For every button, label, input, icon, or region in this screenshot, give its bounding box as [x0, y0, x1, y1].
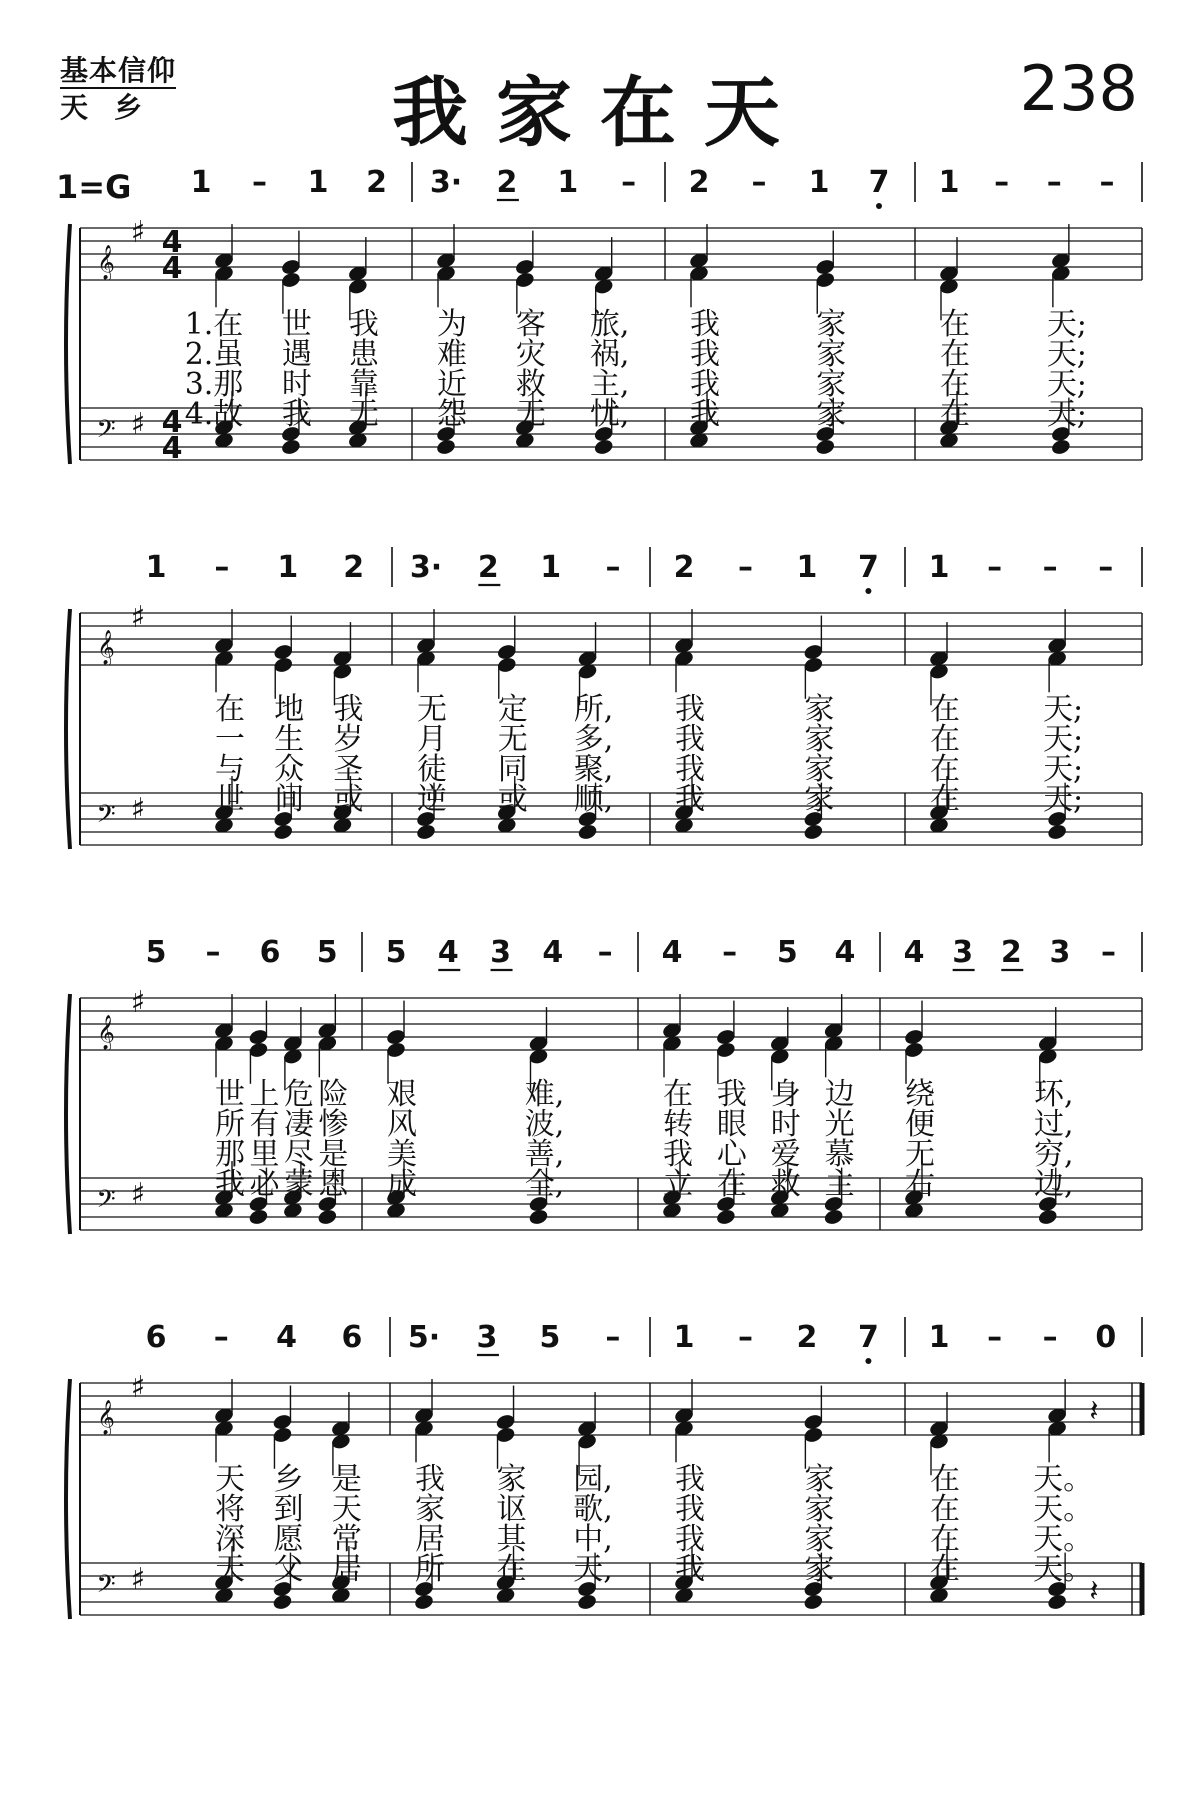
jianpu-note: 3· — [409, 550, 443, 585]
lyric-syllable: 祸, — [589, 337, 630, 372]
lyric-syllable: 那 — [215, 1137, 245, 1172]
lyric-syllable: 在 — [930, 692, 960, 727]
lyric-syllable: 所 — [415, 1552, 445, 1587]
lyric-syllable: 或 — [497, 782, 528, 817]
jianpu-dash: – — [751, 165, 767, 200]
lyric-syllable: 徒 — [417, 752, 447, 787]
lyric-syllable: 聚, — [573, 752, 614, 787]
jianpu-dash: – — [213, 1320, 229, 1355]
lyric-syllable: 家 — [816, 397, 847, 432]
lyric-syllable: 天 — [331, 1492, 362, 1527]
jianpu-dash: – — [1042, 550, 1058, 585]
jianpu-dash: – — [737, 1320, 753, 1355]
lyric-syllable: 世 — [281, 307, 312, 342]
bass-clef: 𝄢 — [96, 415, 116, 450]
lyric-syllable: 我 — [675, 1492, 705, 1527]
jianpu-dash: – — [252, 165, 268, 200]
lyric-syllable: 我 — [675, 1522, 705, 1557]
bass-note-head — [1046, 823, 1067, 841]
lyric-syllable: 善, — [524, 1137, 565, 1172]
lyric-syllable: 家 — [804, 782, 835, 817]
bass-note-head — [413, 1593, 434, 1611]
lyric-syllable: 我 — [675, 752, 705, 787]
bass-rest: 𝄽 — [1089, 1574, 1099, 1609]
lyric-syllable: 惨 — [318, 1107, 349, 1142]
jianpu-note: 6 — [259, 935, 281, 970]
lyric-syllable: 危 — [283, 1077, 314, 1112]
jianpu-low-dot — [876, 203, 882, 209]
lyric-syllable: 在 — [930, 1522, 960, 1557]
key-sharp: ♯ — [130, 985, 146, 1020]
subcategory-text: 天乡 — [60, 91, 169, 124]
lyric-syllable: 我 — [675, 1462, 705, 1497]
lyric-syllable: 在 — [930, 1462, 960, 1497]
jianpu-dash: – — [1101, 935, 1117, 970]
lyric-syllable: 身 — [770, 1077, 801, 1112]
lyric-syllable: 无 — [348, 397, 379, 432]
jianpu-note: 1 — [928, 1320, 950, 1355]
jianpu-dash: – — [605, 550, 621, 585]
lyric-syllable: 靠 — [348, 367, 379, 402]
lyric-syllable: 我 — [663, 1137, 693, 1172]
system-bracket — [66, 224, 70, 464]
lyric-syllable: 天; — [1043, 692, 1084, 727]
jianpu-dash: – — [205, 935, 221, 970]
jianpu-dash: – — [994, 165, 1010, 200]
bass-note-head — [1037, 1208, 1058, 1226]
treble-clef: 𝄞 — [97, 630, 115, 665]
jianpu-note: 5 — [539, 1320, 561, 1355]
lyric-syllable: 家 — [415, 1492, 445, 1527]
lyric-syllable: 患 — [348, 337, 379, 372]
lyric-syllable: 天。 — [1033, 1522, 1094, 1557]
lyric-syllable: 园, — [573, 1462, 613, 1497]
lyric-syllable: 在 — [940, 397, 970, 432]
lyric-syllable: 在 — [940, 337, 970, 372]
lyric-syllable: 在 — [930, 722, 960, 757]
lyric-syllable: 无 — [497, 722, 528, 757]
lyric-syllable: 深 — [215, 1522, 245, 1557]
lyric-syllable: 过, — [1033, 1107, 1074, 1142]
bass-note-head — [415, 823, 436, 841]
lyric-syllable: 右 — [905, 1167, 935, 1202]
lyric-syllable: 天; — [1046, 307, 1087, 342]
bass-clef: 𝄢 — [96, 1185, 116, 1220]
lyric-syllable: 间 — [274, 782, 305, 817]
lyric-syllable: 家 — [804, 692, 835, 727]
lyric-syllable: 是 — [331, 1462, 362, 1497]
bass-note-head — [1050, 438, 1071, 456]
bass-note-head — [803, 823, 824, 841]
time-sig-top: 4 — [161, 225, 183, 260]
lyric-syllable: 旅, — [589, 307, 630, 342]
bass-note-head — [577, 823, 598, 841]
lyric-syllable: 无 — [417, 692, 447, 727]
key-sharp: ♯ — [130, 600, 146, 635]
lyric-syllable: 家 — [804, 752, 835, 787]
lyric-syllable: 逆 — [417, 782, 447, 817]
jianpu-note: 2 — [477, 550, 499, 585]
lyric-syllable: 3.那 — [184, 367, 244, 402]
lyric-syllable: 在 — [930, 1552, 960, 1587]
key-sharp: ♯ — [130, 1562, 146, 1597]
lyric-syllable: 我 — [690, 397, 720, 432]
lyric-syllable: 灾 — [515, 337, 546, 372]
jianpu-note: 1 — [540, 550, 562, 585]
lyric-syllable: 家 — [804, 1492, 835, 1527]
jianpu-dash: – — [1042, 1320, 1058, 1355]
key-sharp: ♯ — [130, 1370, 146, 1405]
lyric-syllable: 时 — [770, 1107, 801, 1142]
lyric-syllable: 到 — [273, 1492, 304, 1527]
score-system-2 — [66, 547, 1142, 849]
lyric-syllable: 4.故 — [184, 397, 244, 432]
lyric-syllable: 边, — [1033, 1167, 1074, 1202]
lyric-syllable: 难, — [524, 1077, 565, 1112]
jianpu-note: 4 — [437, 935, 459, 970]
jianpu-note: 1 — [938, 165, 960, 200]
jianpu-note: 1 — [928, 550, 950, 585]
lyric-syllable: 客 — [515, 307, 546, 342]
lyric-syllable: 在 — [930, 752, 960, 787]
jianpu-note: 3 — [952, 935, 974, 970]
lyric-syllable: 立 — [663, 1167, 693, 1202]
lyric-syllable: 乡 — [273, 1462, 304, 1497]
bass-note-head — [576, 1593, 597, 1611]
lyric-syllable: 圣 — [333, 752, 364, 787]
jianpu-note: 7 — [857, 1320, 879, 1355]
bass-note-head — [593, 438, 614, 456]
lyric-syllable: 美 — [387, 1137, 417, 1172]
lyric-syllable: 眼 — [716, 1107, 747, 1142]
lyric-syllable: 在 — [930, 782, 960, 817]
lyric-syllable: 所 — [215, 1107, 245, 1142]
lyric-syllable: 多, — [573, 722, 614, 757]
key-sharp: ♯ — [130, 215, 146, 250]
lyric-syllable: 与 — [215, 752, 245, 787]
jianpu-note: 7 — [857, 550, 879, 585]
jianpu-note: 2 — [796, 1320, 818, 1355]
jianpu-note: 2 — [496, 165, 518, 200]
key-signature-text: 1=G — [56, 168, 132, 206]
lyric-syllable: 救 — [515, 367, 546, 402]
lyric-syllable: 遇 — [281, 337, 312, 372]
lyric-syllable: 居 — [331, 1552, 362, 1587]
lyric-syllable: 我 — [333, 692, 364, 727]
bass-note-head — [528, 1208, 549, 1226]
lyric-syllable: 我 — [675, 692, 705, 727]
jianpu-note: 1 — [190, 165, 212, 200]
lyric-syllable: 家 — [804, 1462, 835, 1497]
lyric-syllable: 天; — [1046, 397, 1087, 432]
jianpu-note: 2 — [1000, 935, 1022, 970]
lyric-syllable: 2.虽 — [184, 337, 244, 372]
jianpu-dash: – — [722, 935, 738, 970]
jianpu-note: 3· — [429, 165, 463, 200]
lyric-syllable: 必 — [249, 1167, 280, 1202]
lyric-syllable: 家 — [816, 367, 847, 402]
score-system-4 — [66, 1317, 1142, 1619]
score-system-3 — [66, 932, 1142, 1234]
bass-note-head — [317, 1208, 338, 1226]
lyric-syllable: 我 — [348, 307, 379, 342]
jianpu-note: 4 — [661, 935, 683, 970]
lyric-syllable: 无 — [905, 1137, 935, 1172]
lyric-syllable: 波, — [524, 1107, 565, 1142]
jianpu-note: 1 — [557, 165, 579, 200]
lyric-syllable: 同 — [497, 752, 528, 787]
jianpu-note: 0 — [1095, 1320, 1117, 1355]
bass-note-head — [803, 1593, 824, 1611]
lyric-syllable: 在 — [930, 1492, 960, 1527]
jianpu-dash: – — [987, 1320, 1003, 1355]
jianpu-dash: – — [214, 550, 230, 585]
lyric-syllable: 我 — [415, 1462, 445, 1497]
key-sharp: ♯ — [130, 407, 146, 442]
jianpu-dash: – — [1099, 165, 1115, 200]
jianpu-note: 4 — [542, 935, 564, 970]
jianpu-note: 1 — [307, 165, 329, 200]
score-system-1 — [66, 162, 1142, 466]
lyric-syllable: 天。 — [1033, 1552, 1094, 1587]
jianpu-dash: – — [605, 1320, 621, 1355]
lyric-syllable: 常 — [331, 1522, 362, 1557]
bass-clef: 𝄢 — [96, 1570, 116, 1605]
jianpu-dash: – — [597, 935, 613, 970]
key-sharp: ♯ — [130, 1177, 146, 1212]
jianpu-note: 3 — [490, 935, 511, 970]
lyric-syllable: 愿 — [273, 1522, 304, 1557]
system-bracket — [66, 1379, 70, 1619]
system-bracket — [66, 609, 70, 849]
jianpu-dash: – — [987, 550, 1003, 585]
jianpu-note: 3 — [1049, 935, 1071, 970]
treble-clef: 𝄞 — [97, 245, 115, 280]
jianpu-note: 4 — [834, 935, 856, 970]
lyric-syllable: 怨 — [437, 397, 467, 432]
jianpu-note: 5 — [316, 935, 338, 970]
lyric-syllable: 天。 — [1033, 1462, 1094, 1497]
lyric-syllable: 家 — [496, 1462, 527, 1497]
time-sig-bottom: 4 — [161, 431, 183, 466]
jianpu-note: 6 — [145, 1320, 167, 1355]
bass-note-head — [280, 438, 301, 456]
lyric-syllable: 里 — [249, 1137, 280, 1172]
lyric-syllable: 难 — [437, 337, 467, 372]
lyric-syllable: 转 — [663, 1107, 693, 1142]
jianpu-note: 4 — [276, 1320, 298, 1355]
lyric-syllable: 月 — [417, 722, 447, 757]
lyric-syllable: 天; — [1043, 782, 1084, 817]
jianpu-dash: – — [737, 550, 753, 585]
lyric-syllable: 我 — [281, 397, 312, 432]
lyric-syllable: 我 — [690, 337, 720, 372]
lyric-syllable: 家 — [816, 307, 847, 342]
lyric-syllable: 边 — [824, 1077, 855, 1112]
lyric-syllable: 父 — [273, 1552, 304, 1587]
lyric-syllable: 我 — [215, 1167, 245, 1202]
jianpu-note: 1 — [277, 550, 299, 585]
bass-note-head — [273, 823, 294, 841]
jianpu-note: 4 — [903, 935, 925, 970]
lyric-syllable: 恩 — [318, 1167, 349, 1202]
bass-note-head — [272, 1593, 293, 1611]
lyric-syllable: 救 — [770, 1167, 801, 1202]
lyric-syllable: 便 — [905, 1107, 935, 1142]
lyric-syllable: 穷, — [1033, 1137, 1074, 1172]
jianpu-note: 1 — [145, 550, 167, 585]
lyric-syllable: 心 — [716, 1137, 747, 1172]
lyric-syllable: 众 — [274, 752, 305, 787]
lyric-syllable: 天 — [215, 1552, 245, 1587]
jianpu-dash: – — [621, 165, 637, 200]
lyric-syllable: 天, — [573, 1552, 613, 1587]
lyric-syllable: 在 — [716, 1167, 747, 1202]
lyric-syllable: 地 — [274, 692, 305, 727]
lyric-syllable: 天; — [1043, 752, 1084, 787]
lyric-syllable: 无 — [515, 397, 546, 432]
lyric-syllable: 为 — [437, 307, 467, 342]
lyric-syllable: 蒙 — [283, 1167, 314, 1202]
lyric-syllable: 天; — [1046, 367, 1087, 402]
jianpu-dash: – — [1046, 165, 1062, 200]
jianpu-note: 6 — [341, 1320, 363, 1355]
lyric-syllable: 将 — [215, 1492, 245, 1527]
lyric-syllable: 在 — [215, 692, 245, 727]
lyric-syllable: 家 — [804, 722, 835, 757]
jianpu-note: 2 — [688, 165, 710, 200]
lyric-syllable: 岁 — [333, 722, 364, 757]
lyric-syllable: 世 — [215, 782, 245, 817]
lyric-syllable: 歌, — [573, 1492, 613, 1527]
lyric-syllable: 凄 — [283, 1107, 314, 1142]
lyric-syllable: 家 — [804, 1552, 835, 1587]
lyric-syllable: 所, — [573, 692, 614, 727]
lyric-syllable: 在 — [940, 367, 970, 402]
lyric-syllable: 我 — [675, 1552, 705, 1587]
bass-note-head — [715, 1208, 736, 1226]
lyric-syllable: 我 — [675, 722, 705, 757]
lyric-syllable: 家 — [804, 1522, 835, 1557]
jianpu-note: 2 — [366, 165, 388, 200]
lyric-syllable: 成 — [387, 1167, 417, 1202]
treble-clef: 𝄞 — [97, 1400, 115, 1435]
jianpu-note: 5 — [385, 935, 407, 970]
lyric-syllable: 险 — [318, 1077, 349, 1112]
treble-clef: 𝄞 — [97, 1015, 115, 1050]
lyric-syllable: 定 — [497, 692, 528, 727]
lyric-syllable: 近 — [437, 367, 467, 402]
lyric-syllable: 在 — [496, 1552, 527, 1587]
lyric-syllable: 其 — [496, 1522, 527, 1557]
lyric-syllable: 居 — [415, 1522, 445, 1557]
lyric-syllable: 天; — [1046, 337, 1087, 372]
jianpu-dash: – — [1098, 550, 1114, 585]
lyric-syllable: 世 — [215, 1077, 245, 1112]
lyric-syllable: 慕 — [824, 1137, 855, 1172]
lyric-syllable: 主 — [824, 1167, 855, 1202]
lyric-syllable: 我 — [675, 782, 705, 817]
lyric-syllable: 主, — [589, 367, 630, 402]
lyric-syllable: 顺, — [573, 782, 614, 817]
bass-clef: 𝄢 — [96, 800, 116, 835]
time-sig-top: 4 — [161, 405, 183, 440]
jianpu-note: 1 — [796, 550, 818, 585]
lyric-syllable: 在 — [663, 1077, 693, 1112]
bass-note-head — [248, 1208, 269, 1226]
lyric-syllable: 爱 — [770, 1137, 801, 1172]
lyric-syllable: 我 — [690, 367, 720, 402]
lyric-syllable: 环, — [1033, 1077, 1074, 1112]
lyric-syllable: 一 — [215, 722, 245, 757]
lyric-syllable: 天 — [215, 1462, 245, 1497]
jianpu-note: 2 — [673, 550, 695, 585]
system-bracket — [66, 994, 70, 1234]
key-sharp: ♯ — [130, 792, 146, 827]
lyric-syllable: 上 — [249, 1077, 280, 1112]
jianpu-note: 3 — [476, 1320, 498, 1355]
jianpu-low-dot — [865, 1358, 871, 1364]
jianpu-low-dot — [865, 588, 871, 594]
bass-note-head — [823, 1208, 844, 1226]
lyric-syllable: 我 — [690, 307, 720, 342]
lyric-syllable: 1.在 — [184, 307, 244, 342]
bass-note-head — [1046, 1593, 1067, 1611]
lyric-syllable: 艰 — [387, 1077, 417, 1112]
lyric-syllable: 尽 — [283, 1137, 314, 1172]
hymn-title: 我家在天 — [392, 68, 808, 157]
jianpu-note: 5 — [776, 935, 798, 970]
jianpu-note: 5· — [407, 1320, 441, 1355]
lyric-syllable: 天; — [1043, 722, 1084, 757]
lyric-syllable: 光 — [824, 1107, 855, 1142]
lyric-syllable: 在 — [940, 307, 970, 342]
bass-note-head — [815, 438, 836, 456]
lyric-syllable: 天。 — [1033, 1492, 1094, 1527]
lyric-syllable: 家 — [816, 337, 847, 372]
lyric-syllable: 有 — [249, 1107, 280, 1142]
lyric-syllable: 忧, — [589, 397, 630, 432]
lyric-syllable: 讴 — [496, 1492, 527, 1527]
lyric-syllable: 中, — [573, 1522, 613, 1557]
lyric-syllable: 全, — [524, 1167, 565, 1202]
jianpu-note: 2 — [343, 550, 365, 585]
lyric-syllable: 是 — [318, 1137, 349, 1172]
time-sig-bottom: 4 — [161, 251, 183, 286]
lyric-syllable: 风 — [387, 1107, 417, 1142]
jianpu-note: 5 — [145, 935, 167, 970]
jianpu-note: 7 — [868, 165, 890, 200]
category-text: 基本信仰 — [60, 54, 177, 87]
lyric-syllable: 生 — [274, 722, 305, 757]
bass-note-head — [435, 438, 456, 456]
lyric-syllable: 绕 — [905, 1077, 935, 1112]
lyric-syllable: 或 — [333, 782, 364, 817]
hymn-number: 238 — [1019, 52, 1138, 125]
lyric-syllable: 时 — [281, 367, 312, 402]
treble-rest: 𝄽 — [1089, 1394, 1099, 1429]
jianpu-note: 1 — [673, 1320, 695, 1355]
lyric-syllable: 我 — [716, 1077, 747, 1112]
jianpu-note: 1 — [808, 165, 830, 200]
